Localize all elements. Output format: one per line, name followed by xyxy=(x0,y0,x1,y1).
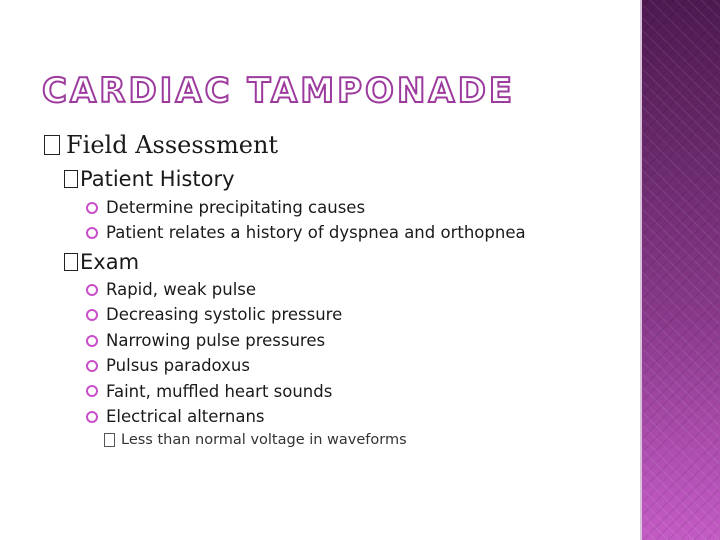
ring-bullet-icon xyxy=(86,309,98,321)
list-item: Determine precipitating causes xyxy=(86,195,526,220)
list-item: Narrowing pulse pressures xyxy=(86,328,342,353)
box-bullet-icon xyxy=(64,170,78,188)
list-item: Patient relates a history of dyspnea and orthopnea xyxy=(86,220,526,245)
decorative-side-panel xyxy=(642,0,720,540)
ring-bullet-icon xyxy=(86,411,98,423)
patient-history-heading xyxy=(64,166,235,192)
patient-history-list xyxy=(86,195,526,246)
list-item: Faint, muffled heart sounds xyxy=(86,379,342,404)
ring-bullet-icon xyxy=(86,335,98,347)
ring-bullet-icon xyxy=(86,202,98,214)
box-bullet-icon xyxy=(64,253,78,271)
field-assessment-label: Field Assessment xyxy=(66,131,279,159)
slide-title: CARDIAC TAMPONADE xyxy=(42,71,516,111)
ring-bullet-icon xyxy=(86,284,98,296)
exam-list xyxy=(86,277,342,429)
ring-bullet-icon xyxy=(86,360,98,372)
ring-bullet-icon xyxy=(86,227,98,239)
list-item: Rapid, weak pulse xyxy=(86,277,342,302)
box-bullet-icon xyxy=(44,135,60,155)
exam-label: Exam xyxy=(80,250,140,274)
exam-heading xyxy=(64,249,139,275)
electrical-alternans-sub-item: Less than normal voltage in waveforms xyxy=(104,432,407,448)
ring-bullet-icon xyxy=(86,385,98,397)
list-item: Electrical alternans xyxy=(86,404,342,429)
list-item: Pulsus paradoxus xyxy=(86,353,342,378)
patient-history-label: Patient History xyxy=(80,167,235,191)
field-assessment-heading xyxy=(44,131,278,159)
box-bullet-icon xyxy=(104,433,115,447)
list-item: Decreasing systolic pressure xyxy=(86,302,342,327)
